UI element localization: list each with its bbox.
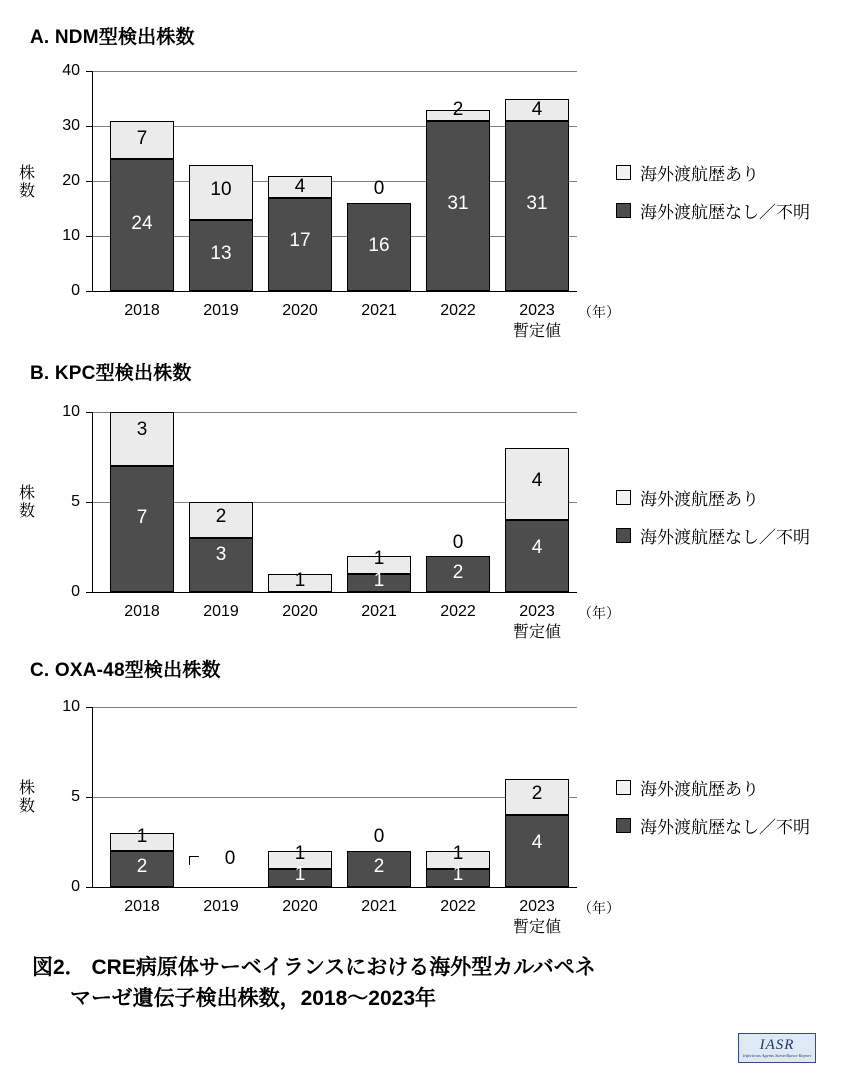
ytick-label-10: 10 [62, 698, 80, 715]
gridline-10 [92, 707, 577, 708]
panel-a-legend [616, 160, 810, 236]
xtick-label-2019: 2019 [203, 898, 239, 915]
xtick-label-2020: 2020 [282, 898, 318, 915]
ytick-label-5: 5 [71, 493, 80, 510]
bar-label-2023-overseas: 2 [531, 783, 543, 804]
legend-label-overseas: 海外渡航歴あり [640, 780, 759, 799]
bar-label-2022-domestic: 31 [447, 193, 469, 214]
bar-label-2021-overseas: 0 [373, 178, 385, 199]
bar-label-2019-domestic: 3 [215, 544, 227, 565]
bar-label-2018-domestic: 7 [136, 507, 148, 528]
xtick-label-2018: 2018 [124, 898, 160, 915]
bar-label-2019-total: 0 [224, 848, 236, 869]
bar-label-2018-domestic: 2 [136, 856, 148, 877]
bar-label-2021-overseas: 1 [373, 548, 385, 569]
legend-swatch-overseas-icon [616, 490, 631, 505]
legend-item-domestic [616, 198, 810, 223]
bar-label-2018-domestic: 24 [131, 213, 153, 234]
ytick-label-10: 10 [62, 227, 80, 244]
x-axis [92, 291, 577, 292]
x-axis [92, 887, 577, 888]
y-axis-label-char-1: 株 [18, 780, 35, 797]
ytick-label-0: 0 [71, 583, 80, 600]
xtick-note-2023: 暫定値 [512, 323, 561, 340]
figure-caption [32, 952, 812, 1014]
legend-label-domestic: 海外渡航歴なし／不明 [640, 203, 810, 222]
ytick-mark-0 [86, 887, 92, 888]
legend-swatch-domestic-icon [616, 203, 631, 218]
caption-line-2: マーゼ遺伝子検出株数，2018〜2023年 [70, 987, 437, 1010]
legend-swatch-overseas-icon [616, 165, 631, 180]
y-axis-label [18, 485, 36, 521]
xtick-label-2019: 2019 [203, 302, 239, 319]
legend-swatch-overseas-icon [616, 780, 631, 795]
panel-c-title: C. OXA-48型検出株数 [30, 660, 221, 681]
y-axis-label [18, 780, 36, 816]
xtick-label-2021: 2021 [361, 898, 397, 915]
ytick-mark-0 [86, 592, 92, 593]
x-axis [92, 592, 577, 593]
ytick-mark-10 [86, 707, 92, 708]
ytick-label-5: 5 [71, 788, 80, 805]
bar-label-2021-domestic: 1 [373, 570, 385, 591]
panel-a-chart [0, 55, 640, 340]
y-axis-label-char-1: 株 [18, 165, 35, 182]
ytick-mark-5 [86, 797, 92, 798]
ytick-mark-5 [86, 502, 92, 503]
xtick-label-2022: 2022 [440, 898, 476, 915]
y-axis [92, 71, 93, 292]
ytick-mark-10 [86, 236, 92, 237]
y-axis [92, 412, 93, 593]
bar-label-2020-overseas: 1 [294, 570, 306, 591]
panel-b-legend [616, 485, 810, 561]
xtick-note-2023: 暫定値 [512, 919, 561, 936]
xtick-label-2023: 2023 [519, 302, 555, 319]
y-axis-label-char-1: 株 [18, 485, 35, 502]
bar-label-2023-domestic: 4 [531, 537, 543, 558]
ytick-mark-30 [86, 126, 92, 127]
ytick-label-0: 0 [71, 878, 80, 895]
gridline-40 [92, 71, 577, 72]
xtick-label-2023: 2023 [519, 603, 555, 620]
xtick-label-2020: 2020 [282, 302, 318, 319]
ytick-label-10: 10 [62, 403, 80, 420]
caption-line-1: 図2． CRE病原体サーベイランスにおける海外型カルバペネ [32, 956, 596, 979]
legend-swatch-domestic-icon [616, 818, 631, 833]
legend-item-overseas [616, 160, 810, 185]
bar-label-2022-overseas: 1 [452, 843, 464, 864]
y-axis-label [18, 165, 36, 201]
iasr-logo [738, 1033, 816, 1063]
panel-c-legend [616, 775, 810, 851]
panel-b-chart [0, 390, 640, 650]
ytick-mark-40 [86, 71, 92, 72]
legend-item-overseas [616, 485, 810, 510]
bar-label-2020-overseas: 1 [294, 843, 306, 864]
panel-c-chart [0, 688, 640, 948]
ytick-mark-20 [86, 181, 92, 182]
ytick-label-0: 0 [71, 282, 80, 299]
bar-label-2023-overseas: 4 [531, 470, 543, 491]
x-axis-unit: （年） [578, 900, 620, 916]
legend-label-overseas: 海外渡航歴あり [640, 490, 759, 509]
bar-label-2020-domestic: 1 [294, 864, 306, 885]
legend-label-domestic: 海外渡航歴なし／不明 [640, 528, 810, 547]
legend-label-domestic: 海外渡航歴なし／不明 [640, 818, 810, 837]
y-axis-label-char-2: 数 [18, 503, 35, 520]
bar-label-2021-domestic: 2 [373, 856, 385, 877]
xtick-label-2022: 2022 [440, 603, 476, 620]
ytick-mark-0 [86, 291, 92, 292]
iasr-logo-title: IASR [759, 1036, 795, 1053]
bar-label-2022-domestic: 1 [452, 864, 464, 885]
bar-label-2019-overseas: 2 [215, 506, 227, 527]
bar-label-2020-domestic: 17 [289, 230, 311, 251]
bar-label-2022-overseas: 2 [452, 99, 464, 120]
panel-a-title: A. NDM型検出株数 [30, 27, 195, 48]
bar-label-2021-domestic: 16 [368, 235, 390, 256]
xtick-label-2020: 2020 [282, 603, 318, 620]
y-axis-label-char-2: 数 [18, 183, 35, 200]
bar-label-2021-overseas: 0 [373, 826, 385, 847]
panel-b-title: B. KPC型検出株数 [30, 363, 192, 384]
xtick-label-2021: 2021 [361, 302, 397, 319]
x-axis-unit: （年） [578, 304, 620, 320]
bar-2018-domestic [110, 466, 174, 592]
legend-label-overseas: 海外渡航歴あり [640, 165, 759, 184]
bar-label-2023-domestic: 4 [531, 832, 543, 853]
x-axis-unit: （年） [578, 605, 620, 621]
bar-label-2022-overseas: 0 [452, 532, 464, 553]
legend-item-overseas [616, 775, 810, 800]
bar-label-2022-domestic: 2 [452, 562, 464, 583]
xtick-label-2023: 2023 [519, 898, 555, 915]
legend-item-domestic [616, 813, 810, 838]
y-axis [92, 707, 93, 888]
ytick-label-30: 30 [62, 117, 80, 134]
xtick-label-2018: 2018 [124, 603, 160, 620]
bar-label-2018-overseas: 3 [136, 419, 148, 440]
bar-label-2020-overseas: 4 [294, 176, 306, 197]
bar-label-2019-overseas: 10 [210, 179, 232, 200]
xtick-note-2023: 暫定値 [512, 624, 561, 641]
bar-label-2018-overseas: 1 [136, 826, 148, 847]
legend-swatch-domestic-icon [616, 528, 631, 543]
xtick-label-2019: 2019 [203, 603, 239, 620]
y-axis-label-char-2: 数 [18, 798, 35, 815]
ytick-mark-10 [86, 412, 92, 413]
bar-label-2018-overseas: 7 [136, 128, 148, 149]
ytick-label-20: 20 [62, 172, 80, 189]
bar-label-2019-domestic: 13 [210, 243, 232, 264]
bar-label-2023-overseas: 4 [531, 99, 543, 120]
ytick-label-40: 40 [62, 62, 80, 79]
xtick-label-2021: 2021 [361, 603, 397, 620]
iasr-logo-subtitle: Infectious Agents Surveillance Report [742, 1052, 812, 1058]
xtick-label-2018: 2018 [124, 302, 160, 319]
legend-item-domestic [616, 523, 810, 548]
bar-label-2023-domestic: 31 [526, 193, 548, 214]
xtick-label-2022: 2022 [440, 302, 476, 319]
